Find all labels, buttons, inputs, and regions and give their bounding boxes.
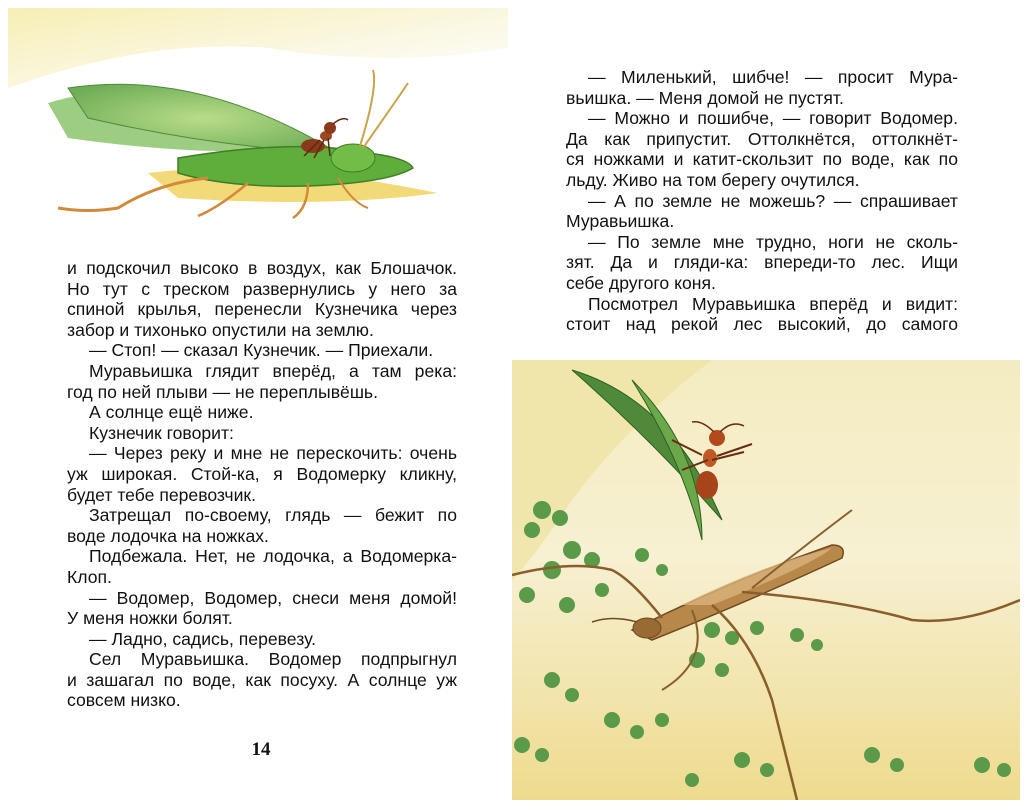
paragraph bbox=[67, 258, 457, 340]
text-line: — Можно и пошибче, — говорит Водомер. bbox=[588, 108, 958, 129]
water-strider-drawing bbox=[512, 360, 1020, 800]
grasshopper-body bbox=[178, 147, 413, 187]
text-line: Муравьишка. bbox=[566, 211, 675, 232]
text-line: год по ней плыви — не переплывёшь. bbox=[67, 381, 378, 402]
text-line: — Через реку и мне не перескочить: очень bbox=[89, 443, 457, 464]
left-text-column bbox=[67, 258, 457, 711]
text-line: Подбежала. Нет, не лодочка, а Водомерка- bbox=[89, 546, 457, 567]
text-line: спиной крылья, перенесли Кузнечика через bbox=[67, 299, 457, 320]
text-line: Посмотрел Муравьишка вперёд и видит: bbox=[588, 293, 958, 314]
paragraph bbox=[566, 294, 958, 335]
paragraph bbox=[67, 546, 457, 587]
text-line: Сел Муравьишка. Водомер подпрыгнул bbox=[89, 649, 457, 670]
text-line: Затрещал по-своему, глядь — бежит по bbox=[89, 505, 457, 526]
text-line: Но тут с треском развернулись у него за bbox=[67, 278, 457, 299]
text-line: ся ножками и катит-скользит по воде, как по bbox=[566, 149, 958, 170]
text-line: забор и тихонько опустили на землю. bbox=[67, 319, 374, 340]
text-line: и подскочил высоко в воздух, как Блошачок. bbox=[67, 258, 457, 278]
text-line: и зашагал по воде, как посуху. А солнце уж bbox=[67, 669, 457, 690]
text-line: Кузнечик говорит: bbox=[89, 422, 234, 443]
text-line: А солнце ещё ниже. bbox=[89, 402, 254, 423]
text-line: — Водомер, Водомер, снеси меня домой! bbox=[89, 587, 457, 608]
water-strider-illustration bbox=[512, 360, 1020, 800]
text-line: воде лодочка на ножках. bbox=[67, 525, 269, 546]
text-line: У меня ножки болят. bbox=[67, 608, 233, 629]
text-line: Муравьишка глядит вперёд, а там река: bbox=[89, 360, 457, 381]
paragraph bbox=[67, 402, 457, 423]
text-line: льду. Живо на том берегу очутился. bbox=[566, 169, 860, 190]
text-line: себе другого коня. bbox=[566, 272, 716, 293]
paragraph bbox=[67, 588, 457, 629]
paragraph bbox=[566, 67, 958, 108]
text-line: — Ладно, садись, перевезу. bbox=[89, 628, 316, 649]
paragraph bbox=[67, 423, 457, 444]
text-line: вьишка. — Меня домой не пустят. bbox=[566, 87, 844, 108]
text-line: Клоп. bbox=[67, 566, 112, 587]
paragraph bbox=[566, 108, 958, 190]
paragraph bbox=[67, 443, 457, 505]
paragraph bbox=[67, 361, 457, 402]
grasshopper-drawing bbox=[8, 8, 508, 243]
text-line: стоит над рекой лес высокий, до самого bbox=[566, 314, 958, 335]
paragraph bbox=[67, 340, 457, 361]
text-line: — Стоп! — сказал Кузнечик. — Приехали. bbox=[89, 340, 434, 361]
text-line: — Миленький, шибче! — просит Мура- bbox=[588, 67, 958, 87]
text-line: — По земле мне трудно, ноги не сколь- bbox=[588, 231, 958, 252]
text-line: будет тебе перевозчик. bbox=[67, 484, 256, 505]
page-number: 14 bbox=[251, 739, 271, 760]
paragraph bbox=[67, 649, 457, 711]
paragraph bbox=[67, 629, 457, 650]
grasshopper-illustration bbox=[8, 8, 508, 243]
text-line: — А по земле не можешь? — спрашивает bbox=[588, 190, 958, 211]
text-line: зят. Да и гляди-ка: впереди-то лес. Ищи bbox=[566, 252, 958, 273]
paragraph bbox=[566, 191, 958, 232]
text-line: уж широкая. Стой-ка, я Водомерку кликну, bbox=[67, 463, 457, 484]
right-text-column bbox=[566, 67, 958, 335]
paragraph bbox=[566, 232, 958, 294]
text-line: Да как припустит. Оттолкнётся, оттолкнёт- bbox=[566, 128, 958, 149]
paragraph bbox=[67, 505, 457, 546]
text-line: совсем низко. bbox=[67, 690, 181, 711]
